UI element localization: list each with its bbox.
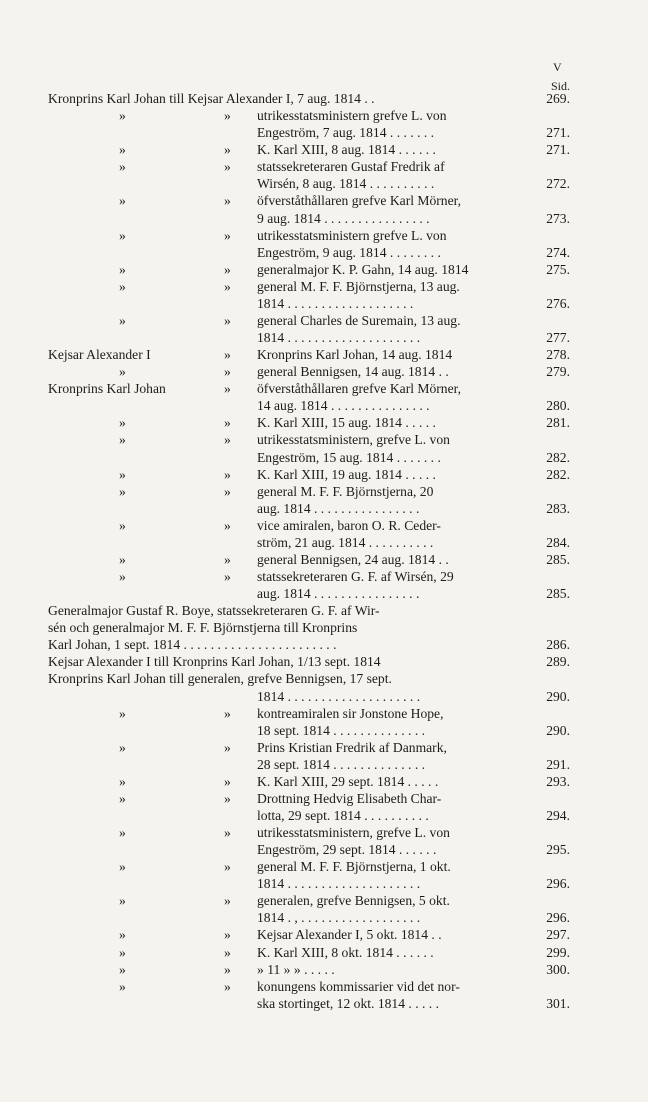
toc-entry-text: Wirsén, 8 aug. 1814 . . . . . . . . . . [257,176,435,192]
page-number: 285. [546,551,570,567]
ditto-mark-sender: » [119,517,126,533]
ditto-mark-sender: » [119,825,126,840]
toc-entry-text: generalmajor K. P. Gahn, 14 aug. 1814 [257,261,469,277]
toc-entry-text: K. Karl XIII, 8 aug. 1814 . . . . . . [257,142,436,158]
toc-entry-text: statssekreteraren G. F. af Wirsén, 29 [257,569,454,584]
page-number: 283. [546,500,570,516]
page-number: 277. [546,330,570,345]
ditto-mark-preposition: » [224,466,231,482]
ditto-mark-sender: » [119,961,126,977]
page-number: 297. [546,927,570,943]
ditto-mark-preposition: » [224,551,231,567]
ditto-mark-preposition: » [224,381,231,397]
ditto-mark-preposition: » [224,927,231,943]
toc-entry-text: 1814 . . . . . . . . . . . . . . . . . . . . [257,688,421,704]
toc-entry-text: Kejsar Alexander I, 5 okt. 1814 . . [257,927,442,943]
ditto-mark-sender: » [119,739,126,755]
ditto-mark-preposition: » [224,517,231,533]
page-number: 290. [546,722,570,738]
page-number: 286. [546,637,570,653]
page-numeral: V [553,60,562,74]
toc-entry-text: general Bennigsen, 14 aug. 1814 . . [257,364,449,380]
page-number: 289. [546,654,570,670]
toc-lead-text: Kronprins Karl Johan [48,381,166,397]
toc-entry-text: general M. F. F. Björnstjerna, 1 okt. [257,859,451,875]
ditto-mark-sender: » [119,705,126,721]
toc-entry-text: 1814 . . . . . . . . . . . . . . . . . . . [257,295,414,311]
toc-entry-text: K. Karl XIII, 19 aug. 1814 . . . . . [257,466,436,482]
page-number: 300. [546,961,570,977]
ditto-mark-sender: » [119,142,126,158]
ditto-mark-preposition: » [224,312,231,328]
toc-entry-text: öfverståthållaren grefve Karl Mörner, [257,193,462,209]
ditto-mark-preposition: » [224,705,231,721]
ditto-mark-preposition: » [224,944,231,960]
page-number: 273. [546,210,570,226]
ditto-mark-preposition: » [224,773,231,789]
toc-entry-text: generalen, grefve Bennigsen, 5 okt. [257,893,450,909]
page-number: 282. [546,449,570,465]
page-number: 276. [546,295,570,311]
ditto-mark-preposition: » [224,261,231,277]
page-number: 275. [546,261,570,277]
ditto-mark-sender: » [119,893,126,909]
toc-entry-text: öfverståthållaren grefve Karl Mörner, [257,381,462,397]
ditto-mark-sender: » [119,193,126,209]
ditto-mark-preposition: » [224,790,231,806]
toc-entry-text: K. Karl XIII, 29 sept. 1814 . . . . . [257,773,439,789]
toc-entry-text: vice amiralen, baron O. R. Ceder- [257,517,441,533]
toc-entry-text: kontreamiralen sir Jonstone Hope, [257,705,444,721]
toc-entry-text: Prins Kristian Fredrik af Danmark, [257,739,447,755]
toc-entry-text: general M. F. F. Björnstjerna, 13 aug. [257,278,460,294]
ditto-mark-sender: » [119,978,126,994]
toc-entry-text: aug. 1814 . . . . . . . . . . . . . . . . [257,500,420,516]
toc-entry-text: Engeström, 15 aug. 1814 . . . . . . . [257,449,441,465]
toc-full-text: Kejsar Alexander I till Kronprins Karl Johan, 1/13 sept. 1814 [48,654,381,670]
toc-entry-text: utrikesstatsministern, grefve L. von [257,825,450,840]
page-number: 296. [546,910,570,926]
page-number: 284. [546,534,570,550]
toc-entry-text: utrikesstatsministern grefve L. von [257,108,447,124]
page-number: 285. [546,586,570,601]
ditto-mark-preposition: » [224,159,231,175]
toc-entry-text: konungens kommissarier vid det nor- [257,978,460,994]
toc-entry-text: Engeström, 7 aug. 1814 . . . . . . . [257,125,435,141]
ditto-mark-preposition: » [224,432,231,448]
ditto-mark-sender: » [119,159,126,175]
toc-full-text: sén och generalmajor M. F. F. Björnstjerna till Kronprins [48,620,358,636]
ditto-mark-sender: » [119,773,126,789]
toc-entry-text: 14 aug. 1814 . . . . . . . . . . . . . . . [257,398,430,414]
toc-entry-text: 9 aug. 1814 . . . . . . . . . . . . . . . . [257,210,430,226]
ditto-mark-sender: » [119,859,126,875]
toc-entry-text: utrikesstatsministern, grefve L. von [257,432,450,448]
toc-entry-text: Drottning Hedvig Elisabeth Char- [257,790,442,806]
page-number: 291. [546,756,570,772]
page-column-label: Sid. [550,79,570,93]
toc-entry-text: Engeström, 29 sept. 1814 . . . . . . [257,842,437,858]
ditto-mark-sender: » [119,108,126,124]
ditto-mark-sender: » [119,227,126,243]
ditto-mark-preposition: » [224,859,231,875]
ditto-mark-preposition: » [224,825,231,840]
page-number: 280. [546,398,570,414]
ditto-mark-sender: » [119,927,126,943]
ditto-mark-preposition: » [224,483,231,499]
page-number: 299. [546,944,570,960]
page-number: 294. [546,807,570,823]
ditto-mark-sender: » [119,432,126,448]
page-number: 272. [546,176,570,192]
toc-entry-text: general Charles de Suremain, 13 aug. [257,312,461,328]
toc-entry-text: Kronprins Karl Johan, 14 aug. 1814 [257,347,453,363]
page-number: 290. [546,688,570,704]
page-number: 293. [546,773,570,789]
toc-entry-text: utrikesstatsministern grefve L. von [257,227,447,243]
page-number: 281. [546,415,570,431]
page-number: 282. [546,466,570,482]
ditto-mark-preposition: » [224,278,231,294]
page-number: 278. [546,347,570,363]
ditto-mark-preposition: » [224,415,231,431]
ditto-mark-preposition: » [224,893,231,909]
ditto-mark-preposition: » [224,193,231,209]
ditto-mark-sender: » [119,278,126,294]
ditto-mark-preposition: » [224,108,231,124]
ditto-mark-sender: » [119,415,126,431]
page-number: 269. [546,91,570,106]
ditto-mark-preposition: » [224,569,231,584]
toc-entry-text: 18 sept. 1814 . . . . . . . . . . . . . . [257,722,426,738]
ditto-mark-preposition: » [224,347,231,363]
ditto-mark-preposition: » [224,978,231,994]
toc-entry-text: ström, 21 aug. 1814 . . . . . . . . . . [257,534,434,550]
toc-lead-text: Kejsar Alexander I [48,347,151,363]
toc-entry-text: K. Karl XIII, 8 okt. 1814 . . . . . . [257,944,434,960]
ditto-mark-preposition: » [224,364,231,380]
page-number: 296. [546,876,570,892]
ditto-mark-sender: » [119,261,126,277]
toc-entry-text: lotta, 29 sept. 1814 . . . . . . . . . . [257,807,429,823]
ditto-mark-sender: » [119,312,126,328]
toc-entry-text: 1814 . . . . . . . . . . . . . . . . . . . . [257,330,421,345]
toc-entry-text: 1814 . , . . . . . . . . . . . . . . . . . . [257,910,421,926]
toc-entry-text: 1814 . . . . . . . . . . . . . . . . . . . . [257,876,421,892]
toc-entry-text: general M. F. F. Björnstjerna, 20 [257,483,434,499]
ditto-mark-preposition: » [224,227,231,243]
toc-entry-text: general Bennigsen, 24 aug. 1814 . . [257,551,449,567]
toc-full-text: Karl Johan, 1 sept. 1814 . . . . . . . . . . . . . . . . . . . . . . . [48,637,337,653]
ditto-mark-preposition: » [224,961,231,977]
toc-entry-text: » 11 » » . . . . . [257,961,335,977]
page-number: 295. [546,842,570,858]
page-number: 274. [546,244,570,260]
ditto-mark-sender: » [119,944,126,960]
ditto-mark-sender: » [119,364,126,380]
toc-entry-text: K. Karl XIII, 15 aug. 1814 . . . . . [257,415,436,431]
toc-entry-text: ska stortinget, 12 okt. 1814 . . . . . [257,995,439,1011]
ditto-mark-preposition: » [224,739,231,755]
page-number: 271. [546,125,570,141]
toc-full-text: Kronprins Karl Johan till generalen, grefve Bennigsen, 17 sept. [48,671,392,687]
ditto-mark-preposition: » [224,142,231,158]
ditto-mark-sender: » [119,790,126,806]
toc-lead-text: Kronprins Karl Johan till Kejsar Alexander I, 7 aug. 1814 . . [48,91,375,106]
toc-entry-text: Engeström, 9 aug. 1814 . . . . . . . . [257,244,441,260]
toc-entry-text: statssekreteraren Gustaf Fredrik af [257,159,445,175]
ditto-mark-sender: » [119,483,126,499]
page-number: 271. [546,142,570,158]
toc-full-text: Generalmajor Gustaf R. Boye, statssekreteraren G. F. af Wir- [48,603,380,619]
page-number: 279. [546,364,570,380]
toc-entry-text: 28 sept. 1814 . . . . . . . . . . . . . . [257,756,426,772]
ditto-mark-sender: » [119,569,126,584]
toc-entry-text: aug. 1814 . . . . . . . . . . . . . . . . [257,586,420,601]
ditto-mark-sender: » [119,466,126,482]
ditto-mark-sender: » [119,551,126,567]
page-number: 301. [546,995,570,1011]
